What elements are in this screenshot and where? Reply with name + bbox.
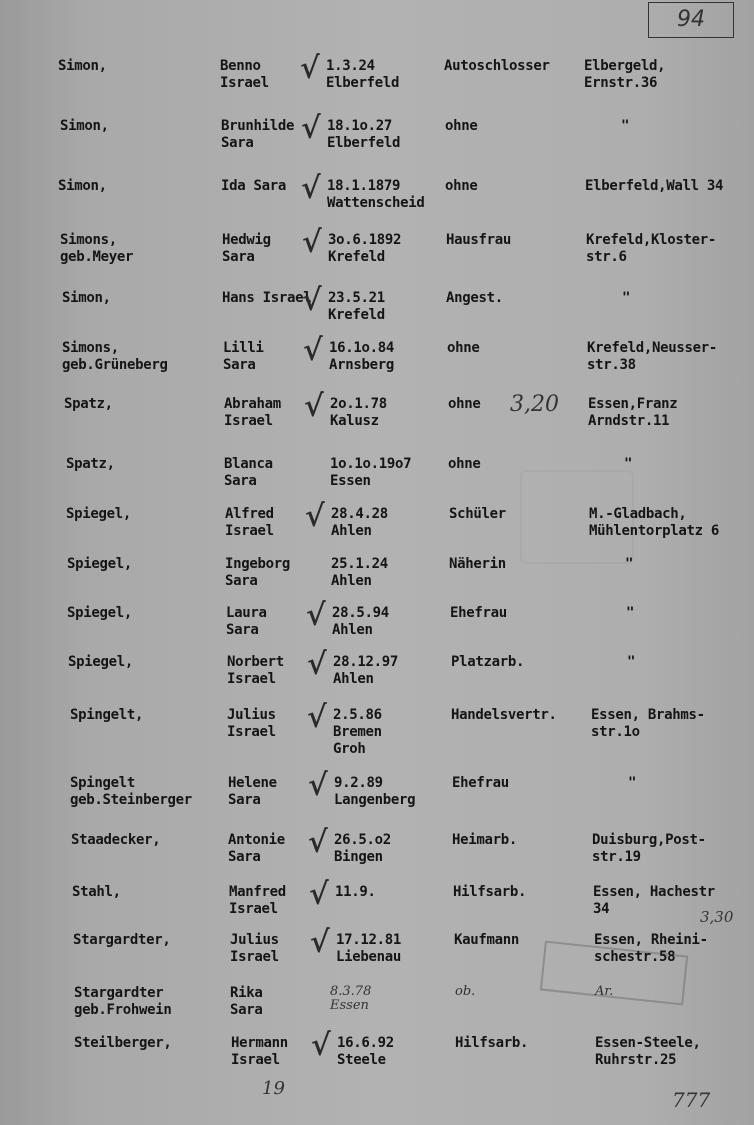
record-given: Benno Israel [220,58,269,91]
record-address: Krefeld,Neusser- str.38 [587,340,718,373]
record-occupation: Ehefrau [450,605,507,621]
record-address: Krefeld,Kloster- str.6 [586,232,717,265]
record-date: 16.1o.84 Arnsberg [329,340,395,373]
record-address: " [626,605,635,621]
record-occupation: ohne [447,340,480,356]
record-surname: Simon, [62,290,111,306]
record-surname: Spatz, [66,456,115,472]
record-surname: Spiegel, [67,605,133,621]
check-mark-icon: √ [310,925,330,960]
record-given: Antonie Sara [228,832,285,865]
check-mark-icon: √ [301,171,321,206]
record-date: 18.1.1879 Wattenscheid [327,178,425,211]
record-occupation: ohne [448,396,481,412]
record-date: 11.9. [335,884,376,900]
record-surname: Staadecker, [71,832,161,848]
check-mark-icon: √ [302,283,322,318]
record-surname: Stargardter, [73,932,171,948]
record-address: Elberfeld,Wall 34 [585,178,724,194]
check-mark-icon: √ [307,700,327,735]
record-occupation: ohne [445,118,478,134]
record-surname: Spiegel, [68,654,134,670]
record-given: Norbert Israel [227,654,284,687]
record-row [0,1028,754,1083]
record-surname: Simon, [58,178,107,194]
record-occupation: Platzarb. [451,654,525,670]
record-given: Hans Israel [222,290,312,306]
record-address: Elbergeld, Ernstr.36 [584,58,666,91]
record-date: 3o.6.1892 Krefeld [328,232,402,265]
record-given: Ingeborg Sara [225,556,291,589]
record-address: " [624,456,633,472]
record-given: Julius Israel [227,707,276,740]
record-occupation: Kaufmann [454,932,520,948]
handwritten-note: 3,30 [700,908,734,926]
check-mark-icon: √ [308,825,328,860]
record-row [0,700,754,757]
check-mark-icon: √ [305,499,325,534]
record-given: Blanca Sara [224,456,273,489]
record-address: " [622,290,631,306]
record-surname: Stahl, [72,884,121,900]
record-address: Duisburg,Post- str.19 [592,832,706,865]
record-occupation: Schüler [449,506,506,522]
record-surname: Spiegel, [66,506,132,522]
record-row [0,171,754,226]
record-occupation: ohne [445,178,478,194]
handwritten-note: 3,20 [510,392,559,417]
record-occupation: Autoschlosser [444,58,550,74]
record-date: 1.3.24 Elberfeld [326,58,400,91]
record-row [0,51,754,106]
record-occupation: Angest. [446,290,503,306]
record-surname: Simon, [60,118,109,134]
record-date: 1o.1o.19o7 Essen [330,456,412,489]
record-row [0,768,754,823]
record-row [0,877,754,932]
record-address: " [627,654,636,670]
record-date: 28.5.94 Ahlen [332,605,389,638]
record-row [0,598,754,653]
record-occupation: ohne [448,456,481,472]
record-surname: Spiegel, [67,556,133,572]
record-address: " [625,556,634,572]
record-date: 23.5.21 Krefeld [328,290,385,323]
record-occupation: Hausfrau [446,232,512,248]
record-address: Essen-Steele, Ruhrstr.25 [595,1035,701,1068]
handwritten-entry: ob. [455,984,476,999]
record-row [0,333,754,388]
record-date: 2o.1.78 Kalusz [330,396,387,429]
bottom-right-number: 777 [672,1088,711,1112]
record-given: Laura Sara [226,605,267,638]
record-surname: Simons, geb.Meyer [60,232,134,265]
record-given: Rika Sara [230,985,263,1018]
record-row [0,556,754,604]
check-mark-icon: √ [308,768,328,803]
check-mark-icon: √ [311,1028,331,1063]
record-occupation: Hilfsarb. [453,884,527,900]
record-surname: Stargardter geb.Frohwein [74,985,172,1018]
record-row [0,225,754,280]
handwritten-entry: Ar. [595,984,614,999]
record-given: Helene Sara [228,775,277,808]
record-given: Ida Sara [221,178,287,194]
check-mark-icon: √ [307,647,327,682]
record-occupation: Heimarb. [452,832,518,848]
record-row [0,456,754,504]
check-mark-icon: √ [304,389,324,424]
record-surname: Spatz, [64,396,113,412]
handwritten-entry: 8.3.78 Essen [330,984,372,1013]
record-occupation: Näherin [449,556,506,572]
check-mark-icon: √ [302,225,322,260]
record-date: 28.12.97 Ahlen [333,654,399,687]
record-row [0,985,754,1033]
page-number: 94 [648,2,734,38]
check-mark-icon: √ [309,877,329,912]
record-address: Essen, Brahms- str.1o [591,707,705,740]
record-address: Essen, Hachestr 34 [593,884,715,917]
record-date: 18.1o.27 Elberfeld [327,118,401,151]
record-row [0,389,754,444]
record-surname: Spingelt, [70,707,144,723]
record-given: Hedwig Sara [222,232,271,265]
record-given: Hermann Israel [231,1035,288,1068]
record-date: 2.5.86 Bremen Groh [333,707,382,757]
record-occupation: Hilfsarb. [455,1035,529,1051]
record-row [0,908,754,980]
check-mark-icon: √ [300,51,320,86]
record-row [0,499,754,554]
record-given: Brunhilde Sara [221,118,295,151]
record-occupation: Ehefrau [452,775,509,791]
record-row [0,111,754,166]
record-given: Abraham Israel [224,396,281,429]
record-given: Julius Israel [230,932,279,965]
record-address: Essen, Rheini- schestr.58 [594,932,708,965]
record-row [0,647,754,702]
record-given: Alfred Israel [225,506,274,539]
check-mark-icon: √ [306,598,326,633]
record-surname: Simons, geb.Grüneberg [62,340,168,373]
record-address: " [628,775,637,791]
record-date: 28.4.28 Ahlen [331,506,388,539]
record-given: Manfred Israel [229,884,286,917]
check-mark-icon: √ [301,111,321,146]
record-address: Essen,Franz Arndstr.11 [588,396,678,429]
record-surname: Spingelt geb.Steinberger [70,775,192,808]
record-address: M.-Gladbach, Mühlentorplatz 6 [589,506,720,539]
record-row [0,283,754,338]
record-date: 16.6.92 Steele [337,1035,394,1068]
check-mark-icon: √ [303,333,323,368]
record-surname: Simon, [58,58,107,74]
record-date: 26.5.o2 Bingen [334,832,391,865]
bottom-left-number: 19 [262,1078,285,1099]
record-given: Lilli Sara [223,340,264,373]
record-date: 25.1.24 Ahlen [331,556,388,589]
record-surname: Steilberger, [74,1035,172,1051]
record-date: 17.12.81 Liebenau [336,932,402,965]
record-occupation: Handelsvertr. [451,707,557,723]
record-address: " [621,118,630,134]
record-row [0,825,754,880]
record-date: 9.2.89 Langenberg [334,775,416,808]
